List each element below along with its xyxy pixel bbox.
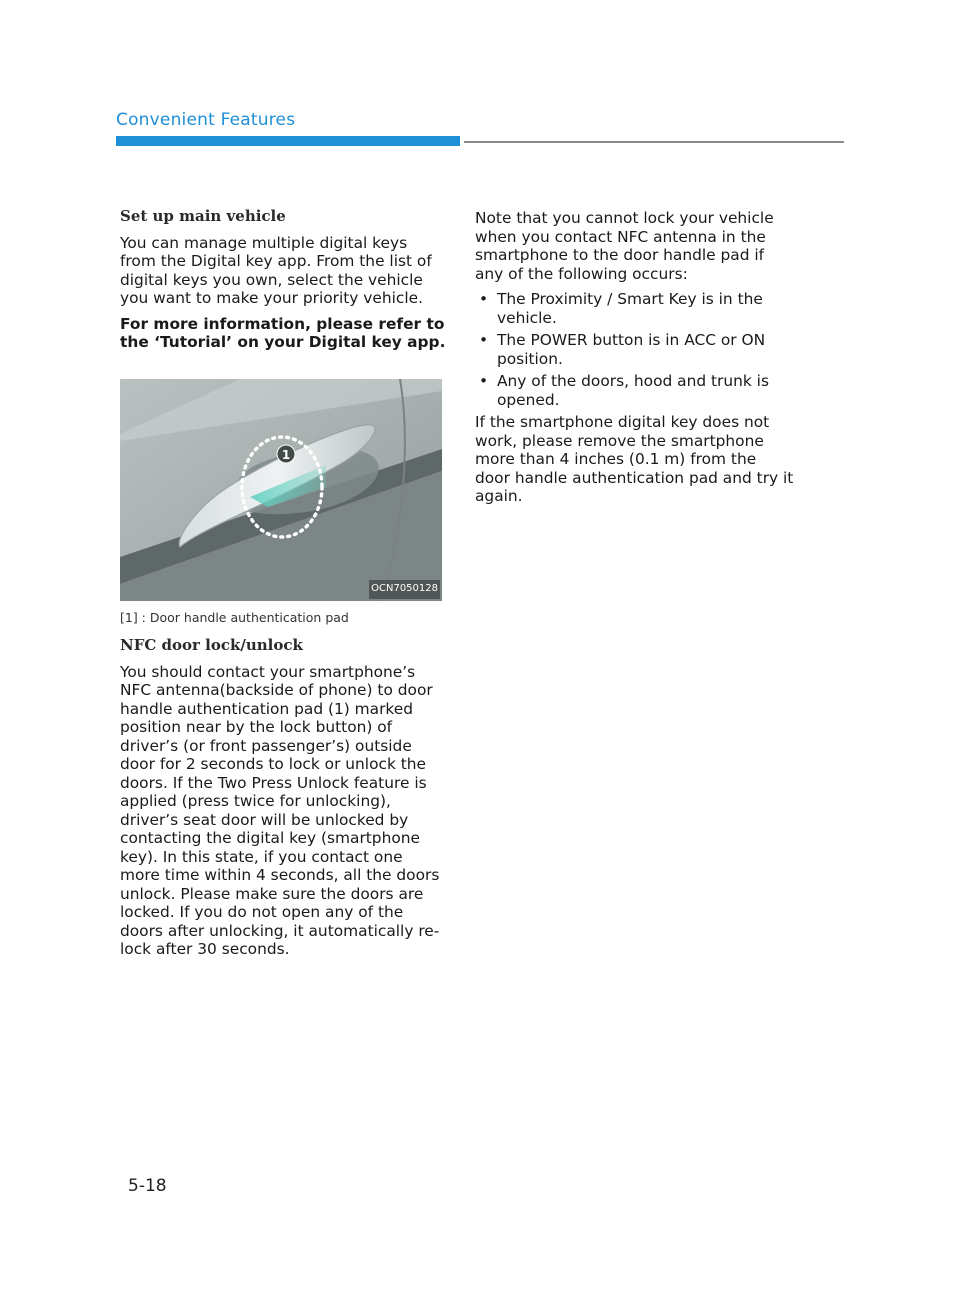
bullet-icon: • <box>479 290 489 308</box>
list-item <box>475 331 795 368</box>
list-item <box>475 372 795 409</box>
figure-marker: 1 <box>281 447 291 462</box>
list-item-text: The POWER button is in ACC or ON position. <box>497 331 766 368</box>
page-number: 5-18 <box>128 1176 167 1196</box>
paragraph-troubleshooting: If the smartphone digital key does not work, please remove the smartphone more than 4 inches (0.1 m) from the door handle authentication pad and try it again. <box>475 413 794 505</box>
condition-list <box>475 290 795 409</box>
door-handle-illustration <box>120 379 442 601</box>
paragraph-lock-conditions: Note that you cannot lock your vehicle when you contact NFC antenna in the smartphone to the door handle pad if any of the following occurs: <box>475 209 774 283</box>
left-column <box>120 207 446 966</box>
bullet-icon: • <box>479 331 489 349</box>
heading-set-up-main-vehicle: Set up main vehicle <box>120 207 286 225</box>
paragraph-digital-keys: You can manage multiple digital keys from the Digital key app. From the list of digital keys you own, select the vehicle you want to make your priority vehicle. <box>120 233 432 307</box>
header-rule <box>464 141 844 143</box>
paragraph-nfc-instructions: You should contact your smartphone’s NFC antenna(backside of phone) to door handle authentication pad (1) marked position near by the lock button) of driver’s (or front passenger’s) outside door for 2 seconds to lock or unlock the doors. If the Two Press Unlock feature is applied (press twice for unlocking), driver’s seat door will be unlocked by contacting the digital key (smartphone key). In this state, if you contact one more time within 4 seconds, all the doors unlock. Please make sure the doors are locked. If you do not open any of the doors after unlocking, it automatically re-lock after 30 seconds. <box>120 662 440 958</box>
door-handle-image <box>120 379 442 601</box>
bullet-icon: • <box>479 372 489 390</box>
heading-nfc-door-lock: NFC door lock/unlock <box>120 636 303 654</box>
section-title: Convenient Features <box>116 110 296 130</box>
header-rule-accent <box>116 136 460 146</box>
list-item-text: Any of the doors, hood and trunk is opened. <box>497 372 769 409</box>
figure-caption: [1] : Door handle authentication pad <box>120 609 349 625</box>
paragraph-tutorial-note: For more information, please refer to the ‘Tutorial’ on your Digital key app. <box>120 314 446 351</box>
figure-code: OCN7050128 <box>369 580 440 599</box>
list-item <box>475 290 795 327</box>
right-column <box>475 209 795 513</box>
list-item-text: The Proximity / Smart Key is in the vehicle. <box>497 290 763 327</box>
